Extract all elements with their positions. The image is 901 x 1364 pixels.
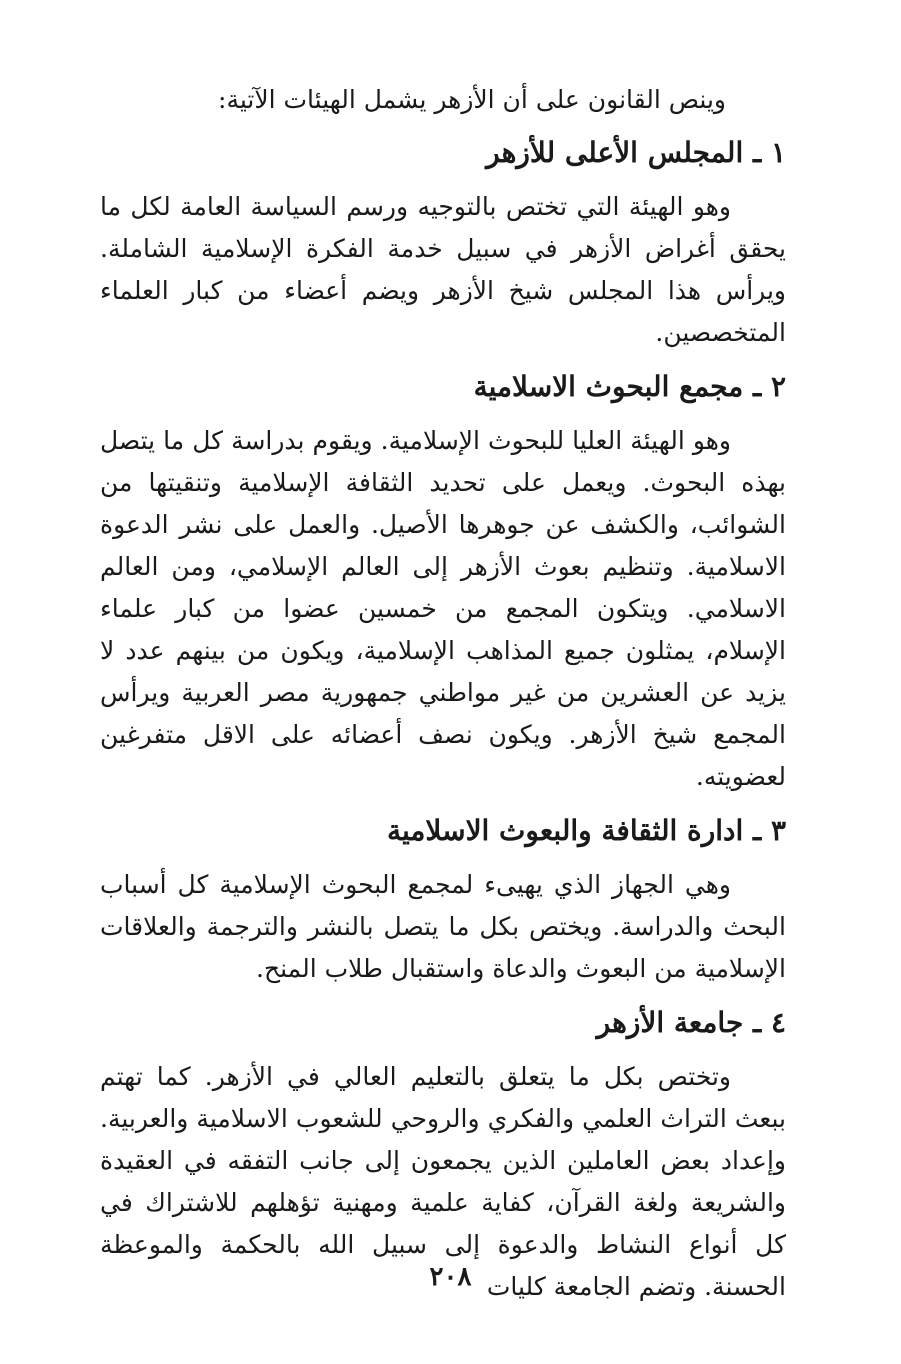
section-body-supreme-council: وهو الهيئة التي تختص بالتوجيه ورسم السياسة العامة لكل ما يحقق أغراض الأزهر في سبيل خدمة الفكرة الإسلامية الشاملة. ويرأس هذا المجلس شيخ الأزهر ويضم أعضاء من كبار العلماء المتخصصين. [100,192,786,347]
section-body-culture-missions: وهي الجهاز الذي يهيىء لمجمع البحوث الإسلامية كل أسباب البحث والدراسة. ويختص بكل ما يتصل بالنشر والترجمة والعلاقات الإسلامية من البعوث والدعاة واستقبال طلاب المنح. [100,870,786,983]
section-heading-supreme-council: ١ ـ المجلس الأعلى للأزهر [486,136,786,169]
section-heading-research-academy: ٢ ـ مجمع البحوث الاسلامية [473,370,786,403]
intro-text: وينص القانون على أن الأزهر يشمل الهيئات الآتية: [218,85,726,114]
page-number: ٢٠٨ [429,1262,472,1292]
section-body-research-academy: وهو الهيئة العليا للبحوث الإسلامية. ويقوم بدراسة كل ما يتصل بهذه البحوث. ويعمل على تحديد الثقافة الإسلامية وتنقيتها من الشوائب، والكشف عن جوهرها الأصيل. والعمل على نشر الدعوة الاسلامية. وتنظيم بعوث الأزهر إلى العالم الإسلامي، ومن العالم الاسلامي. ويتكون المجمع من خمسين عضوا من كبار علماء الإسلام، يمثلون جميع المذاهب الإسلامية، ويكون من بينهم عدد لا يزيد عن العشرين من غير مواطني جمهورية مصر العربية ويرأس المجمع شيخ الأزهر. ويكون نصف أعضائه على الاقل متفرغين لعضويته. [100,426,786,791]
section-body-azhar-university: وتختص بكل ما يتعلق بالتعليم العالي في الأزهر. كما تهتم ببعث التراث العلمي والفكري والروحي للشعوب الاسلامية والعربية. وإعداد بعض العاملين الذين يجمعون إلى جانب التفقه في العقيدة والشريعة ولغة القرآن، كفاية علمية ومهنية تؤهلهم للاشتراك في كل أنواع النشاط والدعوة إلى سبيل الله بالحكمة والموعظة الحسنة. وتضم الجامعة كليات [100,1062,786,1301]
page-content [100,78,786,1316]
section-heading-culture-missions: ٣ ـ ادارة الثقافة والبعوث الاسلامية [386,814,786,847]
section-heading-azhar-university: ٤ ـ جامعة الأزهر [596,1006,786,1039]
